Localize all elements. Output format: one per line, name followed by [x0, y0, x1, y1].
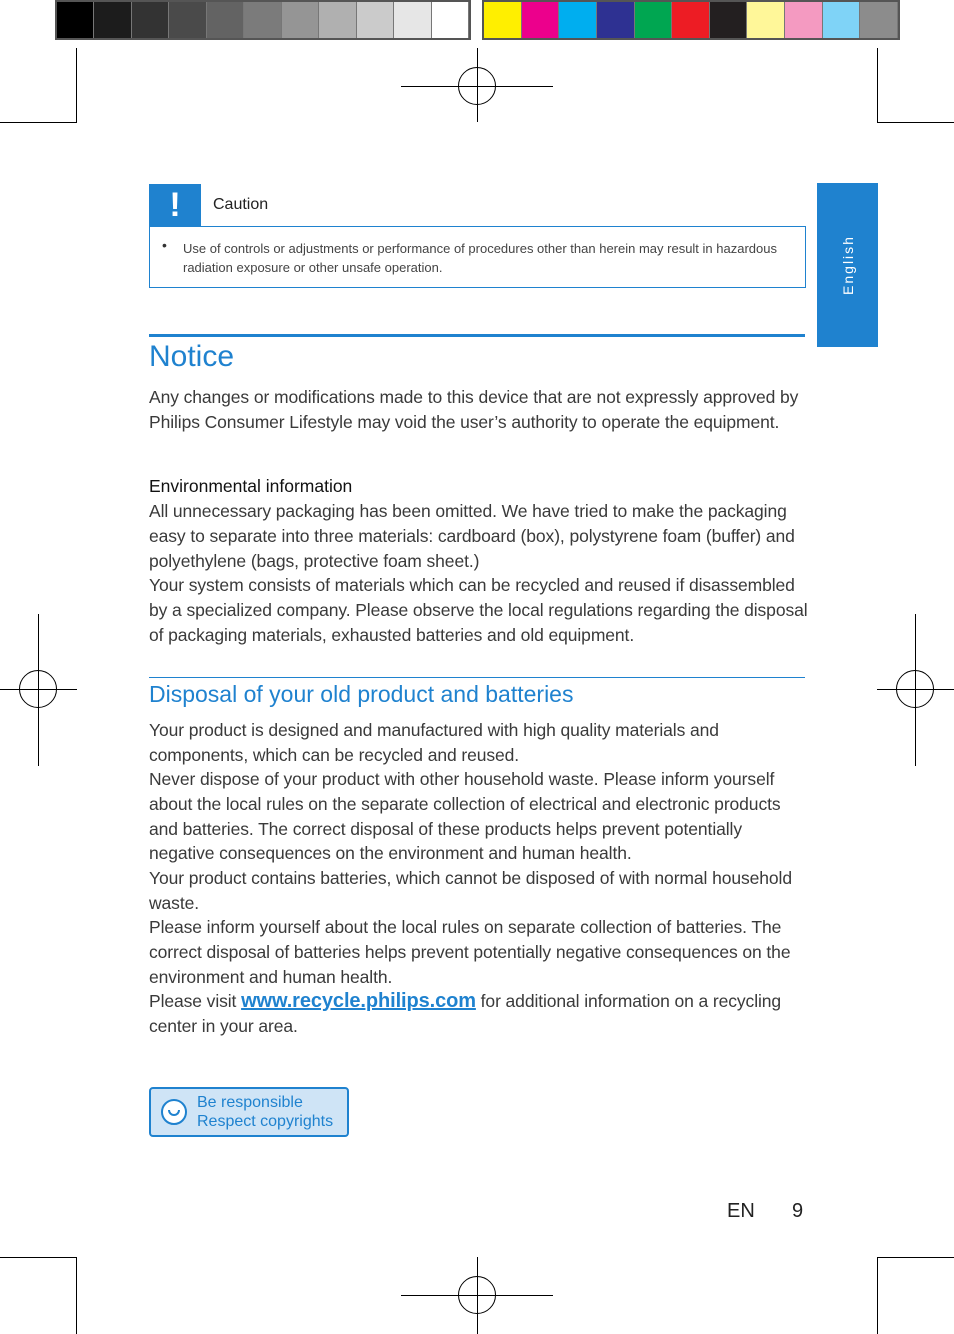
exclamation-icon: ! — [169, 186, 181, 224]
color-swatch — [207, 2, 244, 38]
page-number: 9 — [792, 1200, 804, 1222]
caution-flag — [149, 184, 201, 226]
color-swatch — [597, 2, 635, 38]
color-swatch — [394, 2, 431, 38]
color-swatch — [357, 2, 394, 38]
registration-mark — [896, 670, 934, 708]
color-swatch — [57, 2, 94, 38]
environmental-heading: Environmental information — [149, 476, 353, 496]
smile-icon — [161, 1099, 187, 1125]
color-swatch — [672, 2, 710, 38]
disposal-paragraph-1: Your product is designed and manufactured with high quality materials and components, which can be recycled and reused. — [149, 720, 719, 765]
caution-header — [149, 184, 806, 228]
badge-line-1: Be responsible — [197, 1094, 303, 1111]
color-swatch — [132, 2, 169, 38]
crop-mark — [877, 1257, 878, 1334]
crop-mark — [76, 1257, 77, 1334]
caution-text: Use of controls or adjustments or performance of procedures other than herein may result in hazardous radiation exposure or other unsafe operation. — [183, 241, 777, 275]
section-rule — [149, 334, 805, 337]
be-responsible-badge — [149, 1087, 349, 1137]
disposal-heading: Disposal of your old product and batteries — [149, 681, 574, 707]
caution-title: Caution — [213, 196, 269, 213]
process-color-bar — [482, 0, 900, 40]
color-swatch — [432, 2, 469, 38]
disposal-paragraph-3: Your product contains batteries, which cannot be disposed of with normal household waste. — [149, 868, 792, 913]
footer-language: EN — [727, 1200, 755, 1222]
color-swatch — [860, 2, 898, 38]
color-swatch — [823, 2, 861, 38]
registration-mark — [458, 1276, 496, 1314]
color-swatch — [635, 2, 673, 38]
language-tab — [817, 183, 878, 347]
color-swatch — [522, 2, 560, 38]
color-swatch — [785, 2, 823, 38]
disposal-paragraph-4: Please inform yourself about the local rules on separate collection of batteries. The correct disposal of batteries helps prevent potentially negative consequences on the environment and human health. — [149, 917, 791, 987]
color-swatch — [559, 2, 597, 38]
color-swatch — [484, 2, 522, 38]
color-swatch — [244, 2, 281, 38]
color-swatch — [94, 2, 131, 38]
registration-mark — [19, 670, 57, 708]
crop-mark — [0, 1257, 77, 1258]
color-swatch — [282, 2, 319, 38]
section-rule — [149, 677, 805, 678]
disposal-paragraph-5 — [149, 989, 809, 1039]
notice-paragraph: Any changes or modifications made to this device that are not expressly approved by Philips Consumer Lifestyle may void the user’s authority to operate the equipment. — [149, 387, 799, 432]
crop-mark — [877, 1257, 954, 1258]
recycle-link[interactable]: www.recycle.philips.com — [241, 990, 476, 1012]
crop-mark — [0, 122, 77, 123]
language-tab-label: English — [839, 235, 856, 295]
crop-mark — [877, 48, 878, 122]
disposal-paragraph-2: Never dispose of your product with other household waste. Please inform yourself about the local rules on the separate collection of electrical and electronic products and batteries. The correct disposal of these products helps prevent potentially negative consequences on the environment and human health. — [149, 769, 781, 864]
visit-text-after: for additional information on a recycling center in your area. — [149, 991, 782, 1036]
environmental-paragraph-2: Your system consists of materials which can be recycled and reused if disassembled by a specialized company. Please observe the local regulations regarding the disposal of packaging materials, exhausted batteries and old equipment. — [149, 575, 808, 645]
badge-line-2: Respect copyrights — [197, 1113, 334, 1130]
visit-text: Please visit — [149, 991, 242, 1011]
caution-box — [149, 226, 806, 288]
color-swatch — [747, 2, 785, 38]
notice-heading: Notice — [149, 340, 235, 373]
color-swatch — [169, 2, 206, 38]
bullet-icon: • — [162, 237, 167, 253]
color-swatch — [710, 2, 748, 38]
environmental-paragraph: All unnecessary packaging has been omitted. We have tried to make the packaging easy to separate into three materials: cardboard (box), polystyrene foam (buffer) and polyethylene (bags, protective foam sheet.) — [149, 501, 795, 571]
color-swatch — [319, 2, 356, 38]
registration-mark — [458, 67, 496, 105]
crop-mark — [76, 48, 77, 122]
grayscale-color-bar — [55, 0, 471, 40]
crop-mark — [877, 122, 954, 123]
